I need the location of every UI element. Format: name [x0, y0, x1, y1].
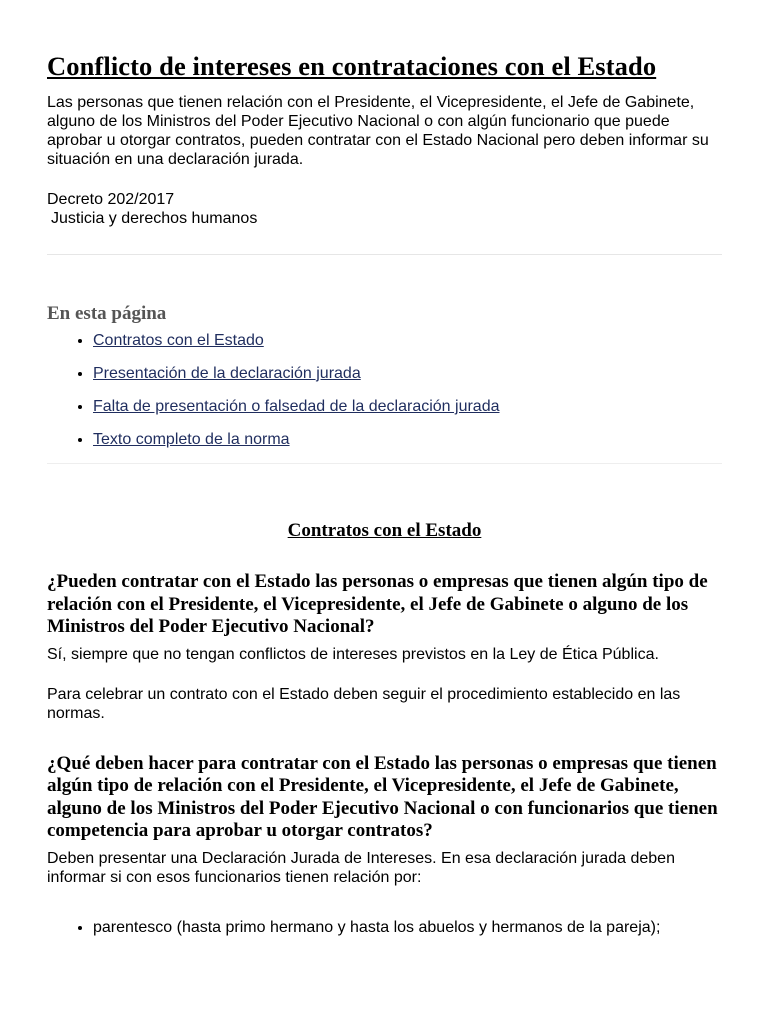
answer-paragraph: Sí, siempre que no tengan conflictos de intereses previstos en la Ley de Ética Pública. — [47, 645, 659, 663]
toc-item — [93, 397, 722, 416]
toc-title: En esta página — [47, 303, 167, 324]
table-of-contents — [47, 331, 722, 449]
answer-paragraph: Para celebrar un contrato con el Estado deben seguir el procedimiento establecido en las normas. — [47, 685, 681, 722]
toc-link-falta[interactable]: Falta de presentación o falsedad de la declaración jurada — [93, 398, 500, 415]
relationship-list — [47, 918, 722, 937]
section-title: Contratos con el Estado — [287, 520, 482, 541]
toc-item — [93, 331, 722, 350]
toc-item — [93, 430, 722, 449]
toc-link-presentacion[interactable]: Presentación de la declaración jurada — [93, 365, 361, 382]
toc-link-contratos[interactable]: Contratos con el Estado — [93, 332, 264, 349]
norm-meta — [47, 190, 722, 228]
answer-paragraph: Deben presentar una Declaración Jurada de Intereses. En esa declaración jurada deben informar si con esos funcionarios tienen relación por: — [47, 849, 675, 886]
question-heading: ¿Qué deben hacer para contratar con el Estado las personas o empresas que tienen algún tipo de relación con el Presidente, el Vicepresidente, el Jefe de Gabinete, alguno de los Ministros del Poder Ejecutivo Nacional o con funcionarios que tienen competencia para aprobar u otorgar contratos? — [47, 752, 718, 841]
toc-item — [93, 364, 722, 383]
intro-paragraph: Las personas que tienen relación con el Presidente, el Vicepresidente, el Jefe de Gabinete, alguno de los Ministros del Poder Ejecutivo Nacional o con algún funcionario que puede aprobar u otorgar contratos, pueden contratar con el Estado Nacional pero deben informar su situación en una declaración jurada. — [47, 94, 709, 168]
list-item: • parentesco (hasta primo hermano y hasta los abuelos y hermanos de la pareja); — [93, 918, 722, 937]
divider — [47, 463, 722, 464]
subject-area: Justicia y derechos humanos — [51, 210, 258, 227]
decree-number: Decreto 202/2017 — [47, 191, 175, 208]
page-title: Conflicto de intereses en contrataciones con el Estado — [47, 51, 657, 81]
divider — [47, 254, 722, 255]
question-heading: ¿Pueden contratar con el Estado las personas o empresas que tienen algún tipo de relación con el Presidente, el Vicepresidente, el Jefe de Gabinete o alguno de los Ministros del Poder Ejecutivo Nacional? — [47, 571, 708, 637]
toc-link-texto[interactable]: Texto completo de la norma — [93, 431, 290, 448]
